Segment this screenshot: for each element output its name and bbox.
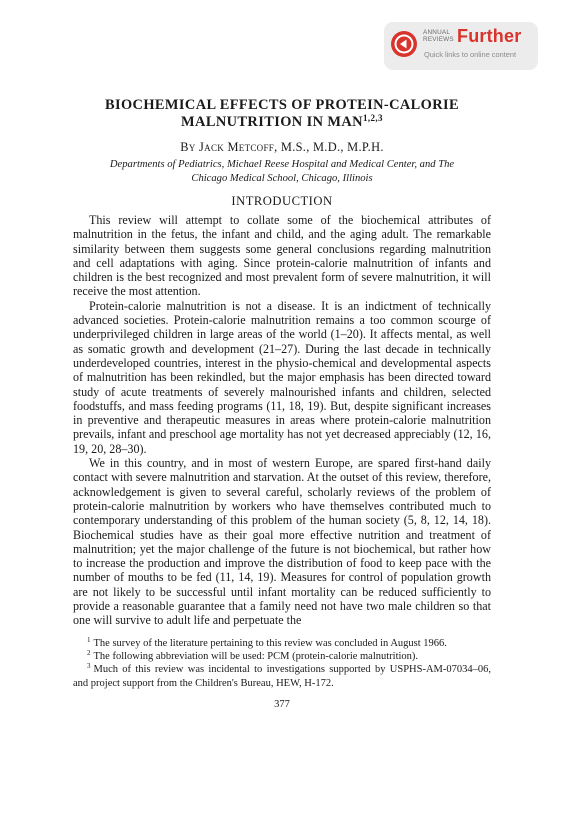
footnote-text: Much of this review was incidental to investigations supported by USPHS-AM-07034–06, and project support from the Children's Bureau, HEW, H-172.	[73, 664, 491, 689]
further-banner[interactable]	[384, 22, 538, 70]
affiliation	[73, 158, 491, 185]
quick-links-text[interactable]: Quick links to online content	[424, 50, 517, 59]
footnote-mark: 1	[87, 635, 91, 644]
title-line-1: BIOCHEMICAL EFFECTS OF PROTEIN-CALORIE	[104, 97, 460, 113]
author-by: By	[180, 140, 196, 154]
further-label: Further	[457, 26, 522, 46]
footnote	[73, 663, 491, 690]
affiliation-line-1: Departments of Pediatrics, Michael Reese Hospital and Medical Center, and The	[109, 159, 455, 170]
footnote	[73, 650, 491, 663]
article	[73, 97, 491, 710]
footnote	[73, 637, 491, 650]
footnote-mark: 2	[87, 648, 91, 657]
footnote-mark: 3	[87, 662, 91, 671]
paragraph: We in this country, and in most of western Europe, are spared first-hand daily contact with severe malnutrition and starvation. At the outset of this review, therefore, acknowledgement is given to several careful, scholarly reviews of the problem of protein-calorie malnutrition by workers who have themselves contributed much to contemporary understanding of this problem of the human society (5, 8, 12, 14, 18). Biochemical studies have as their goal more effective nutrition and treatment of malnutrition; yet the major challenge of the future is not biochemical, but rather how to increase the production and improve the distribution of food to keep pace with the number of mouths to be fed (11, 14, 19). Measures for control of population growth are not likely to be successful until infant mortality can be reduced sufficiently to provide a reasonable guarantee that a family need not have two male children so that one will survive to adult life and perpetuate the	[73, 456, 491, 628]
author-name: Jack Metcoff	[199, 140, 275, 154]
author-degrees: , M.S., M.D., M.P.H.	[274, 140, 384, 154]
annual-reviews-label: ANNUAL REVIEWS	[423, 29, 454, 43]
body-text	[73, 213, 491, 628]
footnote-text: The following abbreviation will be used: PCM (protein-calorie malnutrition).	[93, 650, 419, 662]
title-line-2: MALNUTRITION IN MAN	[181, 114, 363, 130]
title-footnote-marks: 1,2,3	[362, 113, 383, 123]
author-line	[73, 140, 491, 155]
article-title	[73, 97, 491, 131]
section-heading: INTRODUCTION	[231, 194, 333, 208]
paragraph: Protein-calorie malnutrition is not a disease. It is an indictment of technically advanced societies. Protein-calorie malnutrition remains a too common scourge of underprivileged children in large areas of the world (1–20). It affects mental, as well as somatic growth and development (21–27). During the last decade in technically underdeveloped countries, interest in the physio-chemical and developmental aspects of malnutrition has been rekindled, but the major emphasis has been directed toward study of acute treatments of severely malnourished infants and children, selected foodstuffs, and mass feeding programs (11, 18, 19). But, despite significant increases in preventive and therapeutic measures in areas where protein-calorie malnutrition prevails, infant and preschool age mortality has not yet decreased appreciably (12, 16, 19, 20, 28–30).	[73, 298, 491, 456]
footnotes	[73, 637, 491, 690]
play-icon	[389, 29, 419, 59]
footnote-text: The survey of the literature pertaining to this review was concluded in August 1966.	[93, 637, 447, 649]
affiliation-line-2: Chicago Medical School, Chicago, Illinois	[191, 172, 373, 184]
paragraph: This review will attempt to collate some of the biochemical attributes of malnutrition in the fetus, the infant and child, and the aging adult. The remarkable similarity between them suggests some general conclusions regarding malnutrition and cell adaptations with aging. Since protein-calorie malnutrition of infants and children is the best recognized and most prevalent form of severe malnutrition, it will receive the most attention.	[73, 213, 491, 299]
page-number: 377	[274, 698, 290, 710]
